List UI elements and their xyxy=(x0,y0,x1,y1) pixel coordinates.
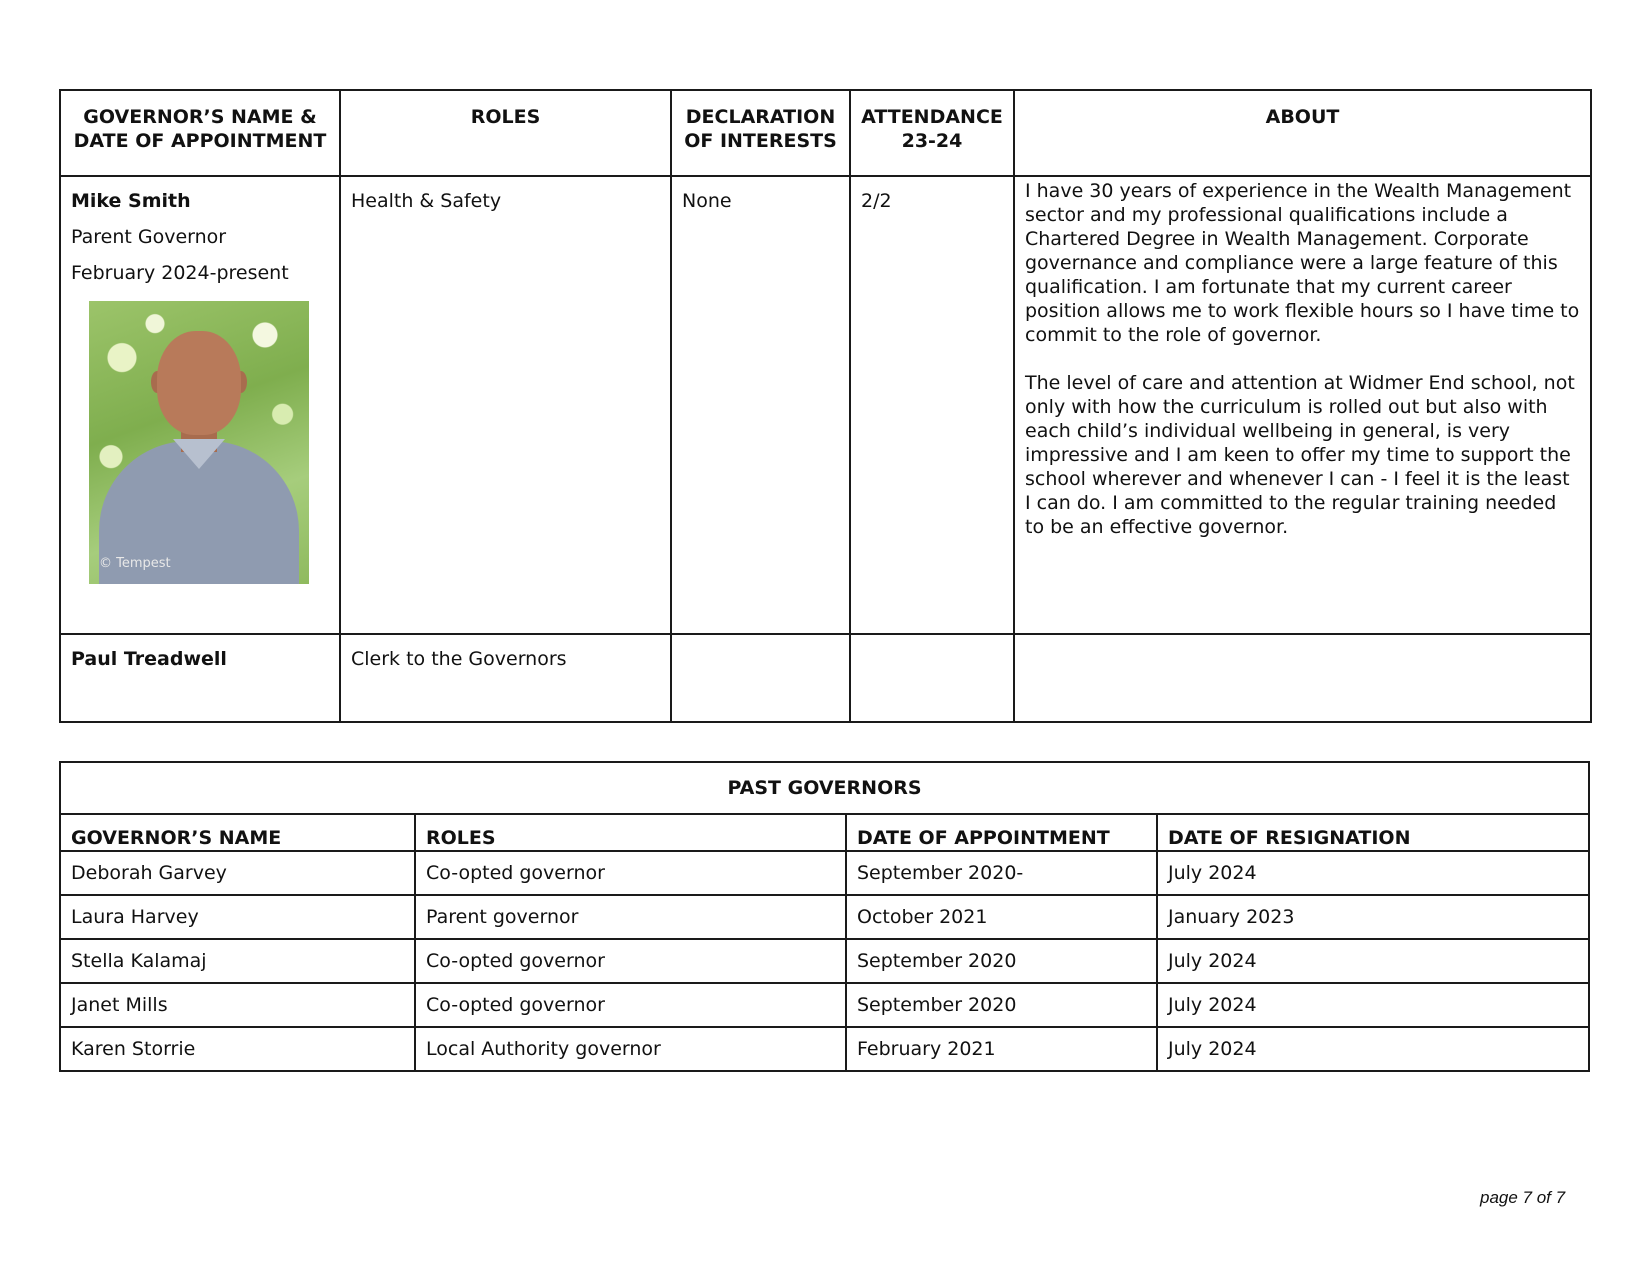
past-governors-header-row xyxy=(60,814,1589,851)
photo-watermark: © Tempest xyxy=(99,556,171,571)
past-governor-appointment: September 2020 xyxy=(846,983,1157,1027)
past-header-roles: ROLES xyxy=(415,814,846,851)
governor-attendance: 2/2 xyxy=(850,176,1014,634)
past-governor-role: Parent governor xyxy=(415,895,846,939)
past-governor-name: Deborah Garvey xyxy=(60,851,415,895)
past-governor-resignation: January 2023 xyxy=(1157,895,1589,939)
about-paragraph: The level of care and attention at Widmer End school, not only with how the curriculum is rolled out but also with each child’s individual wellbeing in general, is very impressive and I am keen to offer my time to support the school wherever and whenever I can - I feel it is the least I can do. I am committed to the regular training needed to be an effective governor. xyxy=(1025,372,1575,538)
past-governor-resignation: July 2024 xyxy=(1157,1027,1589,1071)
past-governor-resignation: July 2024 xyxy=(1157,983,1589,1027)
past-governor-name: Laura Harvey xyxy=(60,895,415,939)
governor-row xyxy=(60,634,1591,722)
governor-row xyxy=(60,176,1591,634)
past-header-appointment: DATE OF APPOINTMENT xyxy=(846,814,1157,851)
governor-declaration: None xyxy=(671,176,850,634)
header-declaration: DECLARATION OF INTERESTS xyxy=(671,90,850,176)
past-governor-appointment: September 2020- xyxy=(846,851,1157,895)
governor-role: Clerk to the Governors xyxy=(340,634,671,722)
governor-name: Paul Treadwell xyxy=(71,648,227,670)
table-row xyxy=(60,939,1589,983)
past-governor-resignation: July 2024 xyxy=(1157,851,1589,895)
governor-type: Parent Governor xyxy=(71,226,227,248)
governor-role: Health & Safety xyxy=(340,176,671,634)
past-header-resignation: DATE OF RESIGNATION xyxy=(1157,814,1589,851)
past-header-name: GOVERNOR’S NAME xyxy=(60,814,415,851)
past-governor-appointment: September 2020 xyxy=(846,939,1157,983)
past-governors-table xyxy=(59,761,1590,1072)
header-about: ABOUT xyxy=(1014,90,1591,176)
governors-header-row xyxy=(60,90,1591,176)
past-governor-name: Janet Mills xyxy=(60,983,415,1027)
governor-declaration xyxy=(671,634,850,722)
past-governor-appointment: October 2021 xyxy=(846,895,1157,939)
governor-name-cell xyxy=(60,176,340,634)
past-governor-role: Local Authority governor xyxy=(415,1027,846,1071)
about-paragraph: I have 30 years of experience in the Wealth Management sector and my professional qualifications include a Chartered Degree in Wealth Management. Corporate governance and compliance were a large feature of this qualification. I am fortunate that my current career position allows me to work flexible hours so I have time to commit to the role of governor. xyxy=(1025,180,1580,346)
table-row xyxy=(60,1027,1589,1071)
header-attendance: ATTENDANCE 23-24 xyxy=(850,90,1014,176)
governor-about xyxy=(1014,634,1591,722)
governors-table xyxy=(59,89,1592,723)
past-governors-title: PAST GOVERNORS xyxy=(60,762,1589,814)
past-governor-role: Co-opted governor xyxy=(415,851,846,895)
table-row xyxy=(60,895,1589,939)
past-governor-role: Co-opted governor xyxy=(415,983,846,1027)
governor-name: Mike Smith xyxy=(71,190,191,212)
past-governor-resignation: July 2024 xyxy=(1157,939,1589,983)
table-row xyxy=(60,851,1589,895)
governor-photo xyxy=(89,301,309,584)
governor-about xyxy=(1014,176,1591,634)
past-governor-appointment: February 2021 xyxy=(846,1027,1157,1071)
past-governors-title-row xyxy=(60,762,1589,814)
governor-date: February 2024-present xyxy=(71,262,289,284)
header-roles: ROLES xyxy=(340,90,671,176)
past-governor-name: Karen Storrie xyxy=(60,1027,415,1071)
governor-name-cell xyxy=(60,634,340,722)
page-number: page 7 of 7 xyxy=(1480,1188,1566,1207)
governor-attendance xyxy=(850,634,1014,722)
past-governor-role: Co-opted governor xyxy=(415,939,846,983)
table-row xyxy=(60,983,1589,1027)
past-governor-name: Stella Kalamaj xyxy=(60,939,415,983)
header-name-date: GOVERNOR’S NAME & DATE OF APPOINTMENT xyxy=(60,90,340,176)
